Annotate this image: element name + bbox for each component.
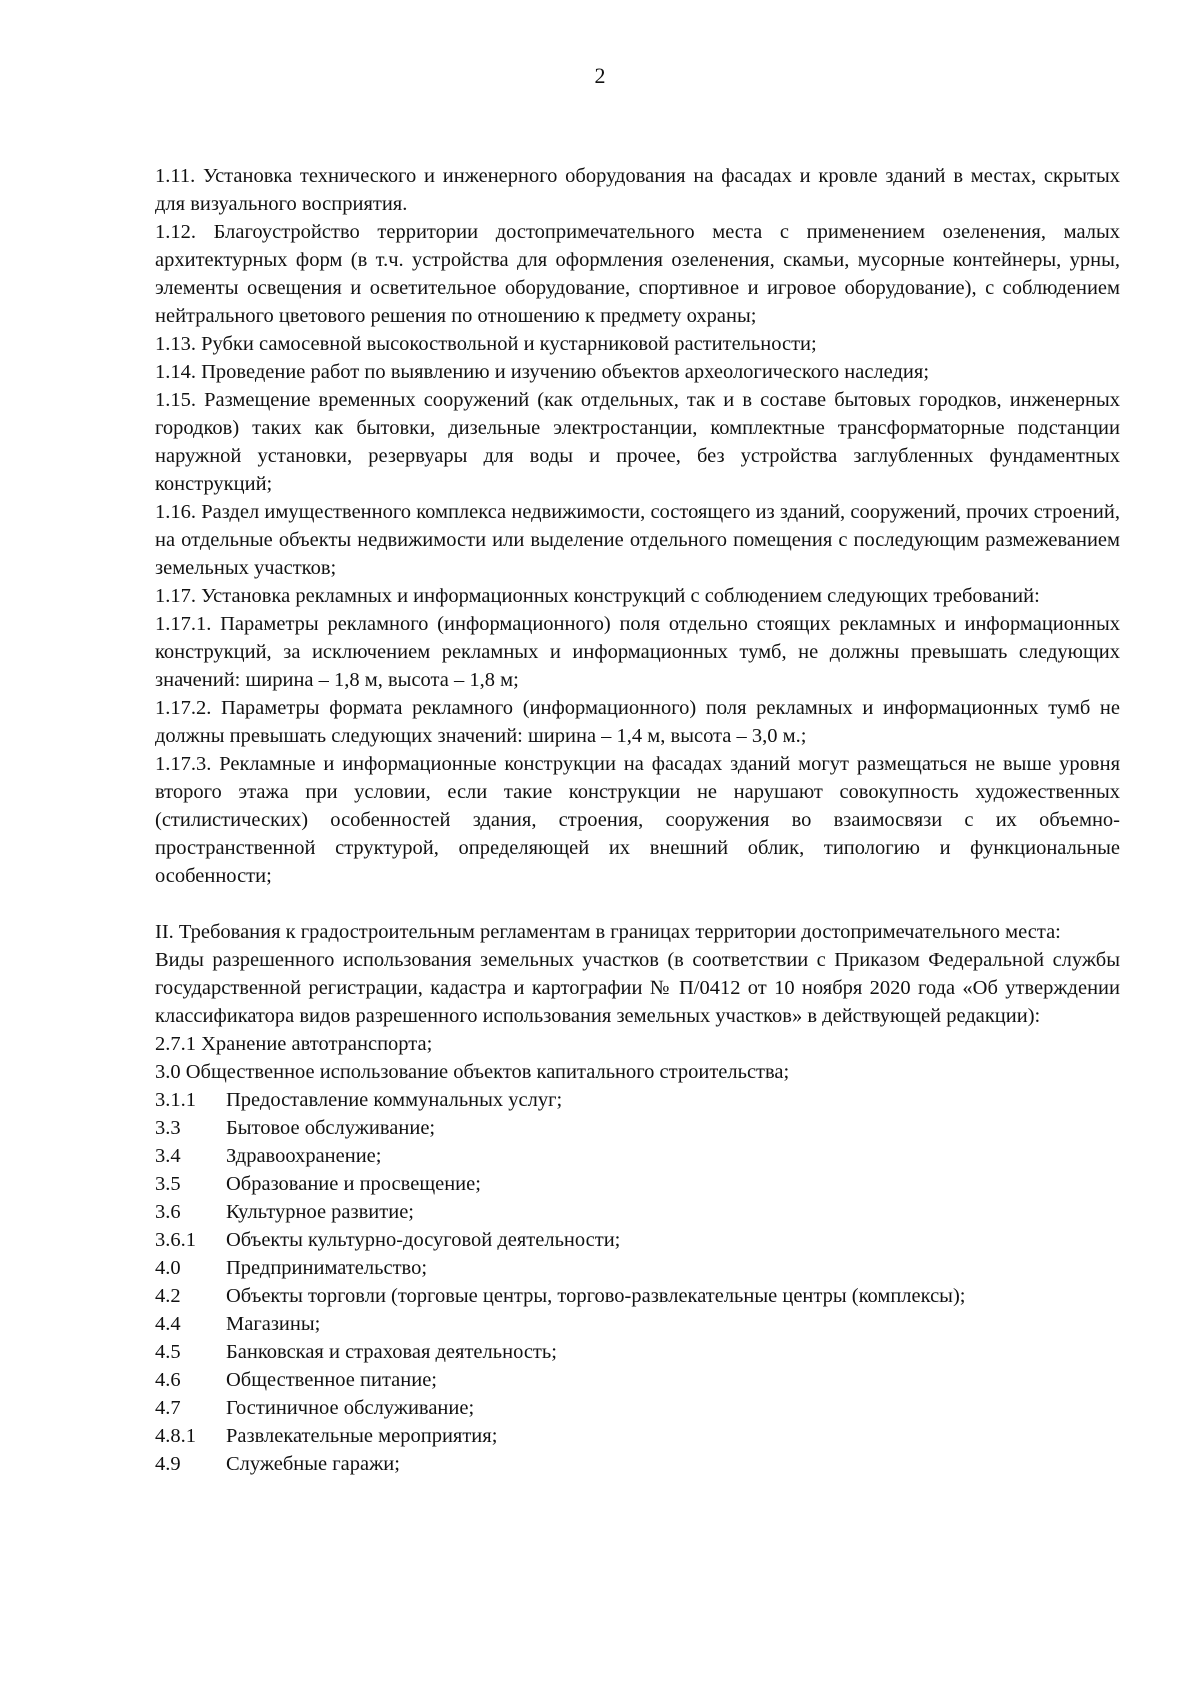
list-item <box>155 1114 1120 1142</box>
list-item-number: 3.4 <box>155 1145 181 1167</box>
list-item-text: Бытовое обслуживание; <box>226 1117 436 1139</box>
list-item-text: Магазины; <box>226 1313 321 1335</box>
document-body <box>155 162 1120 1478</box>
item-1-11: 1.11. Установка технического и инженерного оборудования на фасадах и кровле зданий в местах, скрытых для визуального восприятия. <box>155 165 1120 215</box>
list-item <box>155 1422 1120 1450</box>
list-item-number: 4.9 <box>155 1453 181 1475</box>
item-1-16: 1.16. Раздел имущественного комплекса недвижимости, состоящего из зданий, сооружений, прочих строений, на отдельные объекты недвижимости или выделение отдельного помещения с последующим размежеванием земельных участков; <box>155 501 1120 579</box>
item-1-13: 1.13. Рубки самосевной высокоствольной и кустарниковой растительности; <box>155 333 817 355</box>
list-item <box>155 1170 1120 1198</box>
list-item-text: Развлекательные мероприятия; <box>226 1425 498 1447</box>
list-item-number: 3.6 <box>155 1201 181 1223</box>
list-item-text: Объекты торговли (торговые центры, торгово-развлекательные центры (комплексы); <box>226 1285 966 1307</box>
list-item-text: Гостиничное обслуживание; <box>226 1397 475 1419</box>
list-item-number: 4.7 <box>155 1397 181 1419</box>
list-item <box>155 1450 1120 1478</box>
permitted-use-list <box>155 1086 1120 1478</box>
item-1-17-2: 1.17.2. Параметры формата рекламного (информационного) поля рекламных и информационных тумб не должны превышать следующих значений: ширина – 1,4 м, высота – 3,0 м.; <box>155 697 1120 747</box>
list-item-text: Предпринимательство; <box>226 1257 428 1279</box>
list-item-number: 3.1.1 <box>155 1089 196 1111</box>
list-item-text: Служебные гаражи; <box>226 1453 400 1475</box>
list-item <box>155 1338 1120 1366</box>
list-item-number: 4.8.1 <box>155 1425 196 1447</box>
section-2-heading: II. Требования к градостроительным регламентам в границах территории достопримечательного места: <box>155 921 1061 943</box>
list-item-number: 3.5 <box>155 1173 181 1195</box>
use-2-7-1: 2.7.1 Хранение автотранспорта; <box>155 1033 433 1055</box>
item-1-12: 1.12. Благоустройство территории достопримечательного места с применением озеленения, малых архитектурных форм (в т.ч. устройства для оформления озеленения, скамьи, мусорные контейнеры, урны, элементы освещения и осветительное оборудование, спортивное и игровое оборудование), с соблюдением нейтрального цветового решения по отношению к предмету охраны; <box>155 221 1120 327</box>
list-item <box>155 1282 1120 1310</box>
list-item <box>155 1198 1120 1226</box>
list-item-text: Культурное развитие; <box>226 1201 414 1223</box>
list-item <box>155 1254 1120 1282</box>
item-1-17-3: 1.17.3. Рекламные и информационные конструкции на фасадах зданий могут размещаться не выше уровня второго этажа при условии, если такие конструкции не нарушают совокупность художественных (стилистических) особенностей здания, строения, сооружения во взаимосвязи с их объемно-пространственной структурой, определяющей их внешний облик, типологию и функциональные особенности; <box>155 753 1120 887</box>
item-1-14: 1.14. Проведение работ по выявлению и изучению объектов археологического наследия; <box>155 361 930 383</box>
list-item-text: Общественное питание; <box>226 1369 437 1391</box>
list-item <box>155 1366 1120 1394</box>
list-item-number: 4.0 <box>155 1257 181 1279</box>
page-number: 2 <box>594 63 606 88</box>
list-item-number: 3.3 <box>155 1117 181 1139</box>
list-item-text: Объекты культурно-досуговой деятельности; <box>226 1229 621 1251</box>
item-1-17-1: 1.17.1. Параметры рекламного (информационного) поля отдельно стоящих рекламных и информационных конструкций, за исключением рекламных и информационных тумб, не должны превышать следующих значений: ширина – 1,8 м, высота – 1,8 м; <box>155 613 1120 691</box>
item-1-15: 1.15. Размещение временных сооружений (как отдельных, так и в составе бытовых городков, инженерных городков) таких как бытовки, дизельные электростанции, комплектные трансформаторные подстанции наружной установки, резервуары для воды и прочее, без устройства заглубленных фундаментных конструкций; <box>155 389 1120 495</box>
list-item-text: Банковская и страховая деятельность; <box>226 1341 557 1363</box>
list-item-number: 4.5 <box>155 1341 181 1363</box>
list-item <box>155 1394 1120 1422</box>
list-item-number: 3.6.1 <box>155 1229 196 1251</box>
list-item <box>155 1086 1120 1114</box>
item-1-17: 1.17. Установка рекламных и информационных конструкций с соблюдением следующих требований: <box>155 585 1040 607</box>
list-item <box>155 1142 1120 1170</box>
list-item <box>155 1310 1120 1338</box>
section-2-intro: Виды разрешенного использования земельных участков (в соответствии с Приказом Федеральной службы государственной регистрации, кадастра и картографии № П/0412 от 10 ноября 2020 года «Об утверждении классификатора видов разрешенного использования земельных участков» в действующей редакции): <box>155 949 1120 1027</box>
list-item-number: 4.4 <box>155 1313 181 1335</box>
list-item-text: Предоставление коммунальных услуг; <box>226 1089 563 1111</box>
list-item-text: Здравоохранение; <box>226 1145 382 1167</box>
list-item-text: Образование и просвещение; <box>226 1173 481 1195</box>
list-item-number: 4.2 <box>155 1285 181 1307</box>
list-item <box>155 1226 1120 1254</box>
list-item-number: 4.6 <box>155 1369 181 1391</box>
use-3-0: 3.0 Общественное использование объектов капитального строительства; <box>155 1061 790 1083</box>
